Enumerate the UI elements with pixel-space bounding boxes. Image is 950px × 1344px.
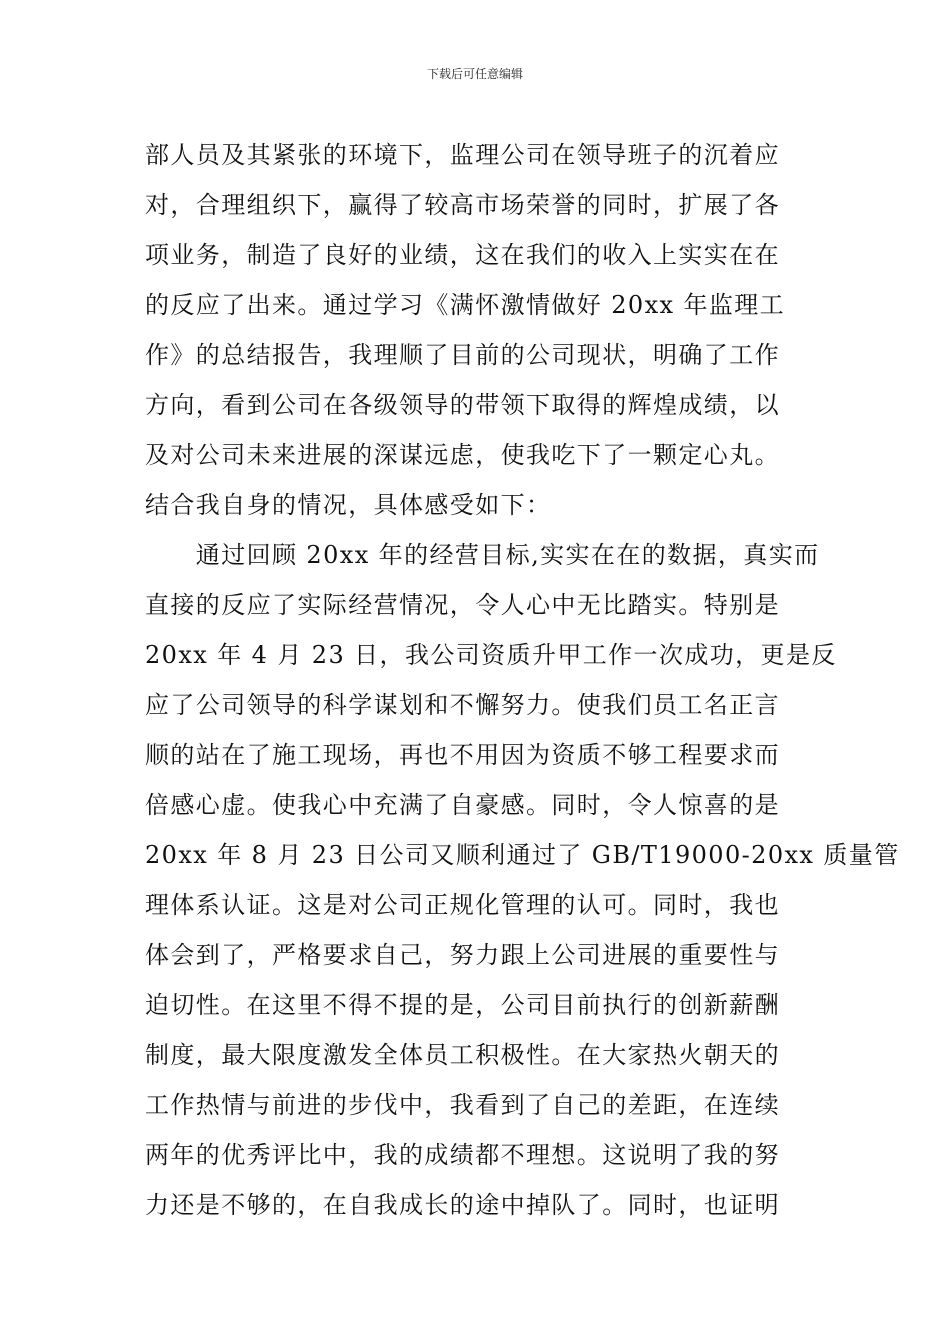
text-line: 直接的反应了实际经营情况，令人心中无比踏实。特别是 [145, 591, 780, 619]
text-line: 制度，最大限度激发全体员工积极性。在大家热火朝天的 [145, 1041, 780, 1069]
text-line: 应了公司领导的科学谋划和不懈努力。使我们员工名正言 [145, 691, 780, 719]
text-line: 及对公司未来进展的深谋远虑，使我吃下了一颗定心丸。 [145, 441, 780, 469]
page-header: 下载后可任意编辑 [426, 67, 523, 81]
text-line: 部人员及其紧张的环境下，监理公司在领导班子的沉着应 [145, 141, 780, 169]
text-line: 力还是不够的，在自我成长的途中掉队了。同时，也证明 [145, 1191, 780, 1219]
text-line: 结合我自身的情况，具体感受如下： [145, 491, 552, 519]
text-line: 20xx 年 4 月 23 日，我公司资质升甲工作一次成功，更是反 [145, 641, 837, 669]
text-line: 作》的总结报告，我理顺了目前的公司现状，明确了工作 [145, 341, 780, 369]
text-line: 顺的站在了施工现场，再也不用因为资质不够工程要求而 [145, 741, 780, 769]
text-line: 倍感心虚。使我心中充满了自豪感。同时，令人惊喜的是 [145, 791, 780, 819]
text-line: 两年的优秀评比中，我的成绩都不理想。这说明了我的努 [145, 1141, 780, 1169]
text-line: 项业务，制造了良好的业绩，这在我们的收入上实实在在 [145, 241, 780, 269]
text-line: 理体系认证。这是对公司正规化管理的认可。同时，我也 [145, 891, 780, 919]
text-line: 方向，看到公司在各级领导的带领下取得的辉煌成绩，以 [145, 391, 780, 419]
text-line: 20xx 年 8 月 23 日公司又顺利通过了 GB/T19000-20xx 质量管 [145, 841, 900, 869]
text-line: 通过回顾 20xx 年的经营目标,实实在在的数据，真实而 [145, 541, 820, 569]
body-text [145, 130, 900, 1230]
text-line: 迫切性。在这里不得不提的是，公司目前执行的创新薪酬 [145, 991, 780, 1019]
text-line: 对，合理组织下，赢得了较高市场荣誉的同时，扩展了各 [145, 191, 780, 219]
text-line: 的反应了出来。通过学习《满怀激情做好 20xx 年监理工 [145, 291, 786, 319]
text-line: 工作热情与前进的步伐中，我看到了自己的差距，在连续 [145, 1091, 780, 1119]
text-line: 体会到了，严格要求自己，努力跟上公司进展的重要性与 [145, 941, 780, 969]
